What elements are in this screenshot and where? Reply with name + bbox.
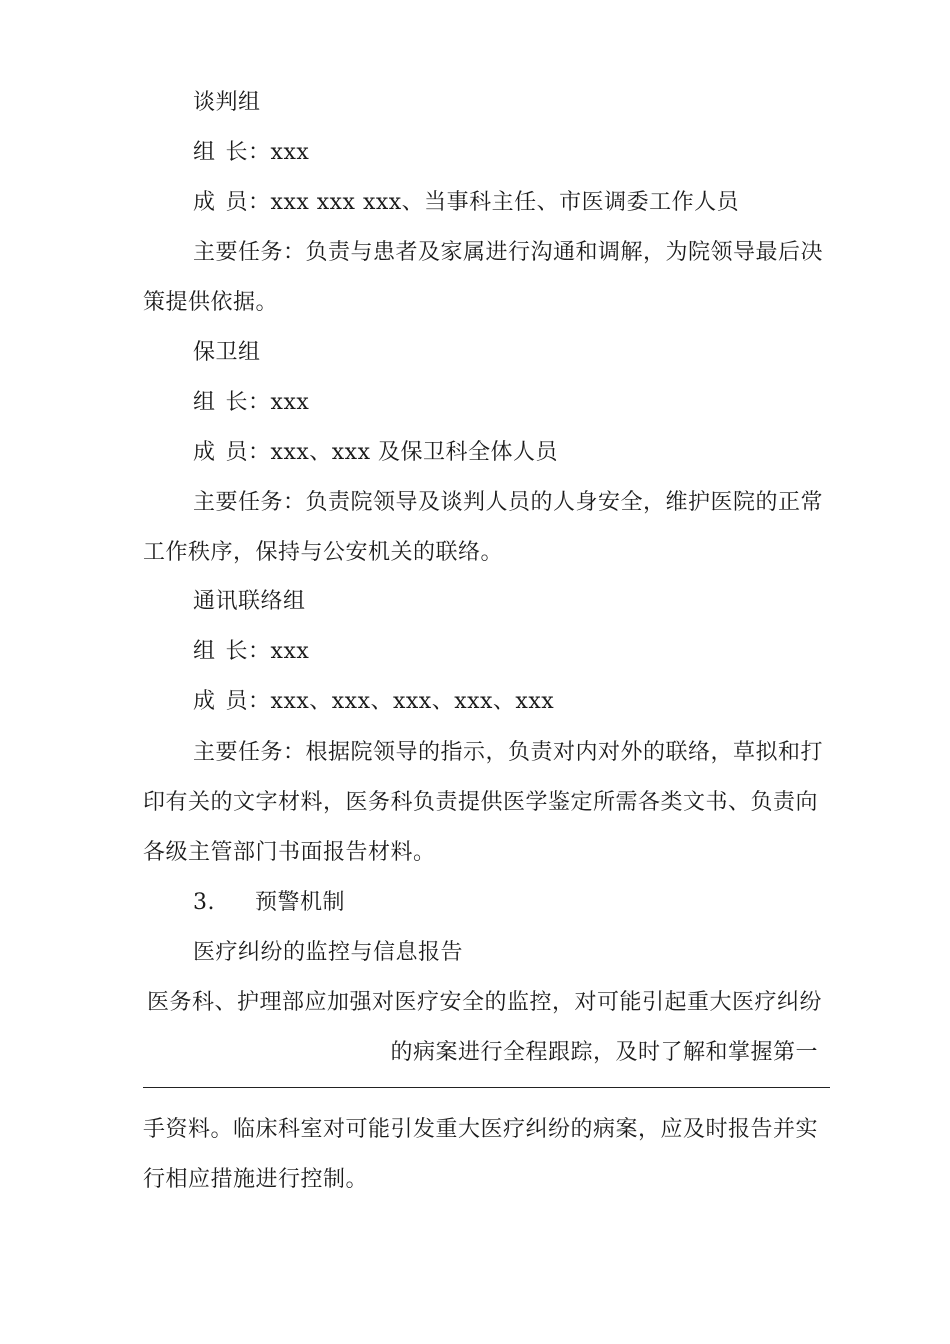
members-label: 成 [193,689,216,714]
members-label-suffix: 员： [225,440,271,465]
negotiation-task-line-2: 策提供依据。 [143,290,279,315]
security-members-line [193,438,558,468]
negotiation-members-line [193,188,739,218]
leader-label: 组 [193,140,216,165]
communication-task-line-3: 各级主管部门书面报告材料。 [143,840,436,865]
section-number: 3. [193,890,215,915]
leader-label: 组 [193,639,216,664]
communication-leader-line [193,637,309,667]
members-label-suffix: 员： [225,190,271,215]
communication-members-line [193,687,554,717]
members-names: xxx、xxx、xxx、xxx、xxx [270,689,555,714]
leader-name: xxx [270,639,310,664]
communication-task-line-1: 主要任务：根据院领导的指示，负责对内对外的联络，草拟和打 [193,740,824,765]
leader-name: xxx [270,140,310,165]
security-task-line-2: 工作秩序，保持与公安机关的联络。 [143,540,504,565]
members-names: xxx xxx xxx、当事科主任、市医调委工作人员 [270,190,740,215]
members-names: xxx、xxx 及保卫科全体人员 [270,440,558,465]
communication-group-title: 通讯联络组 [193,589,306,614]
section-heading [193,888,345,918]
negotiation-leader-line [193,138,309,168]
leader-name: xxx [270,390,310,415]
leader-label-suffix: 长： [225,639,271,664]
section-paragraph-line-2: 的病案进行全程跟踪，及时了解和掌握第一 [390,1040,818,1065]
section-paragraph-line-3: 手资料。临床科室对可能引发重大医疗纠纷的病案，应及时报告并实 [143,1117,819,1142]
page-divider [143,1087,830,1088]
negotiation-task-line-1: 主要任务：负责与患者及家属进行沟通和调解，为院领导最后决 [193,240,824,265]
leader-label-suffix: 长： [225,140,271,165]
members-label-suffix: 员： [225,689,271,714]
members-label: 成 [193,190,216,215]
section-paragraph-line-4: 行相应措施进行控制。 [143,1167,369,1192]
section-paragraph-line-1: 医务科、护理部应加强对医疗安全的监控，对可能引起重大医疗纠纷 [147,990,823,1015]
leader-label: 组 [193,390,216,415]
communication-task-line-2: 印有关的文字材料，医务科负责提供医学鉴定所需各类文书、负责向 [143,790,819,815]
negotiation-group-title: 谈判组 [193,90,261,115]
leader-label-suffix: 长： [225,390,271,415]
members-label: 成 [193,440,216,465]
security-leader-line [193,388,309,418]
security-group-title: 保卫组 [193,340,261,365]
section-subtitle: 医疗纠纷的监控与信息报告 [193,940,464,965]
section-title: 预警机制 [255,890,346,915]
security-task-line-1: 主要任务：负责院领导及谈判人员的人身安全，维护医院的正常 [193,490,824,515]
